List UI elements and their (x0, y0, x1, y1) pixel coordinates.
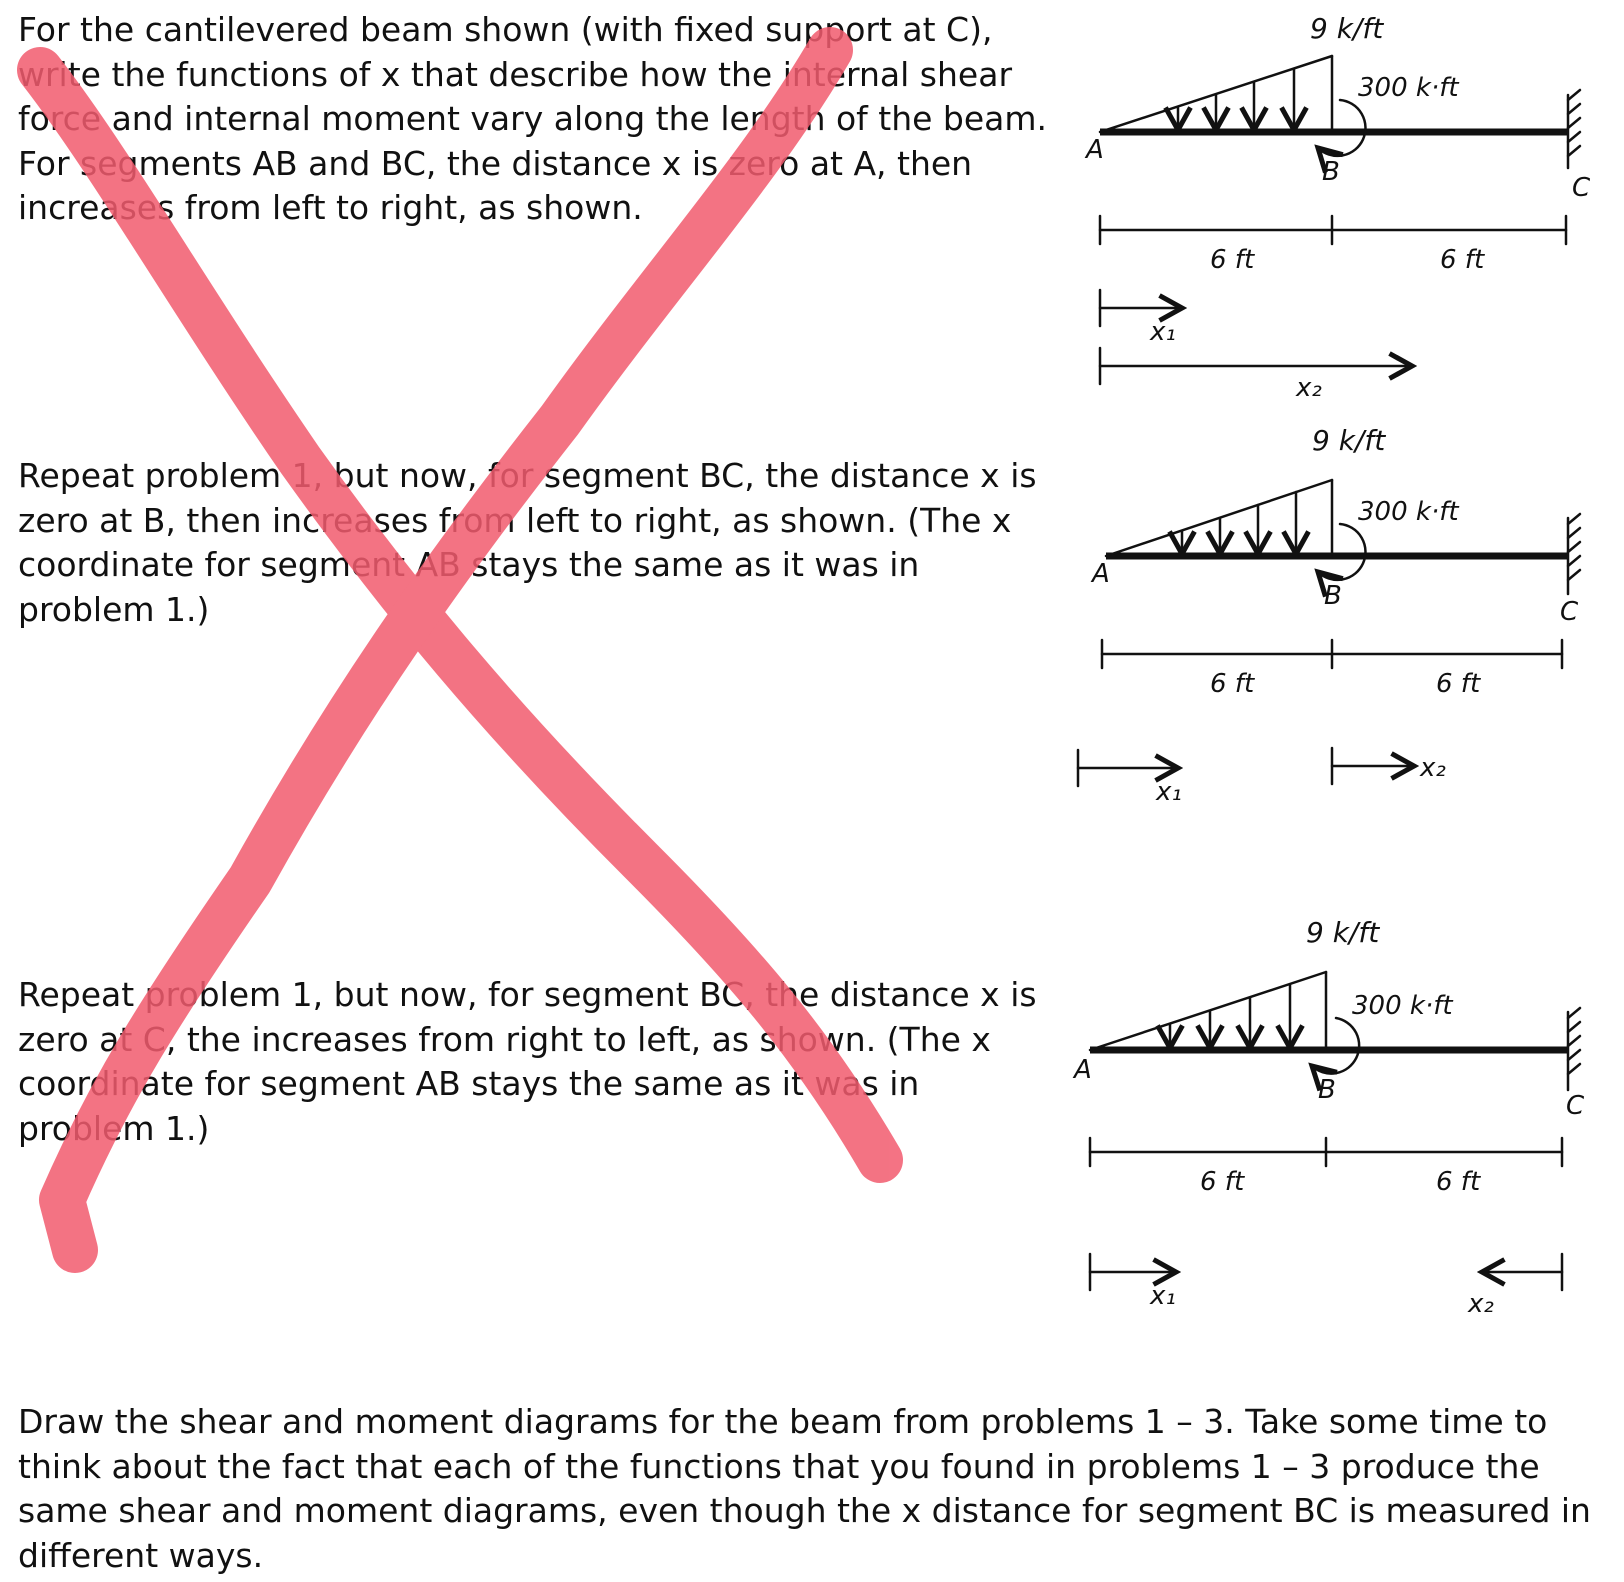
problem-1-text: For the cantilevered beam shown (with fixed support at C), write the functions of x that describe how the internal shear force and internal moment vary along the length of the beam. For segments AB and BC, the distance x is zero at A, then increases from left to right, as shown. (18, 10, 1048, 227)
point-c-3: C (1566, 1091, 1585, 1121)
x1-label-2: x₁ (1156, 777, 1182, 807)
problem-3-text: Repeat problem 1, but now, for segment BC, the distance x is zero at C, the increases from right to left, as shown. (The x coordinate for segment AB stays the same as it was in problem 1.) (18, 975, 1037, 1148)
dimension-line-1 (1100, 216, 1566, 244)
point-a-2: A (1092, 559, 1110, 589)
dimension-line-2 (1102, 640, 1562, 668)
point-b-2: B (1324, 581, 1342, 611)
dimension-line-3 (1090, 1138, 1562, 1166)
load-label-2: 9 k/ft (1312, 424, 1386, 457)
problem-4-text: Draw the shear and moment diagrams for the beam from problems 1 – 3. Take some time to think about the fact that each of the functions that you found in problems 1 – 3 produce the same shear and moment diagrams, even though the x distance for segment BC is measured in different ways. (18, 1402, 1591, 1575)
span-bc-3: 6 ft (1436, 1167, 1481, 1197)
load-label-3: 9 k/ft (1306, 916, 1380, 949)
figure-1 (1084, 12, 1591, 403)
moment-arrow-1 (1318, 100, 1365, 156)
point-c-2: C (1560, 597, 1579, 627)
distributed-load-1 (1100, 56, 1332, 132)
span-ab-3: 6 ft (1200, 1167, 1245, 1197)
moment-label-2: 300 k·ft (1358, 497, 1459, 527)
distributed-load-2 (1106, 480, 1332, 556)
moment-label-3: 300 k·ft (1352, 991, 1453, 1021)
moment-arrow-3 (1312, 1018, 1359, 1074)
fixed-support-3 (1568, 1008, 1580, 1090)
x2-label-3: x₂ (1468, 1289, 1494, 1319)
x1-label-3: x₁ (1150, 1281, 1176, 1311)
fixed-support-2 (1568, 514, 1580, 594)
point-c-1: C (1572, 173, 1591, 203)
point-a-3: A (1074, 1055, 1092, 1085)
point-b-3: B (1318, 1075, 1336, 1105)
x1-label-1: x₁ (1150, 317, 1176, 347)
moment-label-1: 300 k·ft (1358, 73, 1459, 103)
moment-arrow-2 (1318, 524, 1365, 580)
fixed-support-1 (1568, 90, 1580, 168)
figure-3 (1072, 916, 1585, 1319)
x2-label-2: x₂ (1420, 753, 1446, 783)
figure-2 (1078, 424, 1580, 807)
x2-label-1: x₂ (1296, 373, 1322, 403)
span-bc-1: 6 ft (1440, 245, 1485, 275)
distributed-load-3 (1090, 972, 1326, 1050)
span-bc-2: 6 ft (1436, 669, 1481, 699)
point-b-1: B (1322, 157, 1340, 187)
point-a-1: A (1086, 135, 1104, 165)
problem-2-text: Repeat problem 1, but now, for segment BC, the distance x is zero at B, then increases from left to right, as shown. (The x coordinate for segment AB stays the same as it was in problem 1.) (18, 456, 1037, 629)
span-ab-2: 6 ft (1210, 669, 1255, 699)
load-label-1: 9 k/ft (1310, 12, 1384, 45)
span-ab-1: 6 ft (1210, 245, 1255, 275)
